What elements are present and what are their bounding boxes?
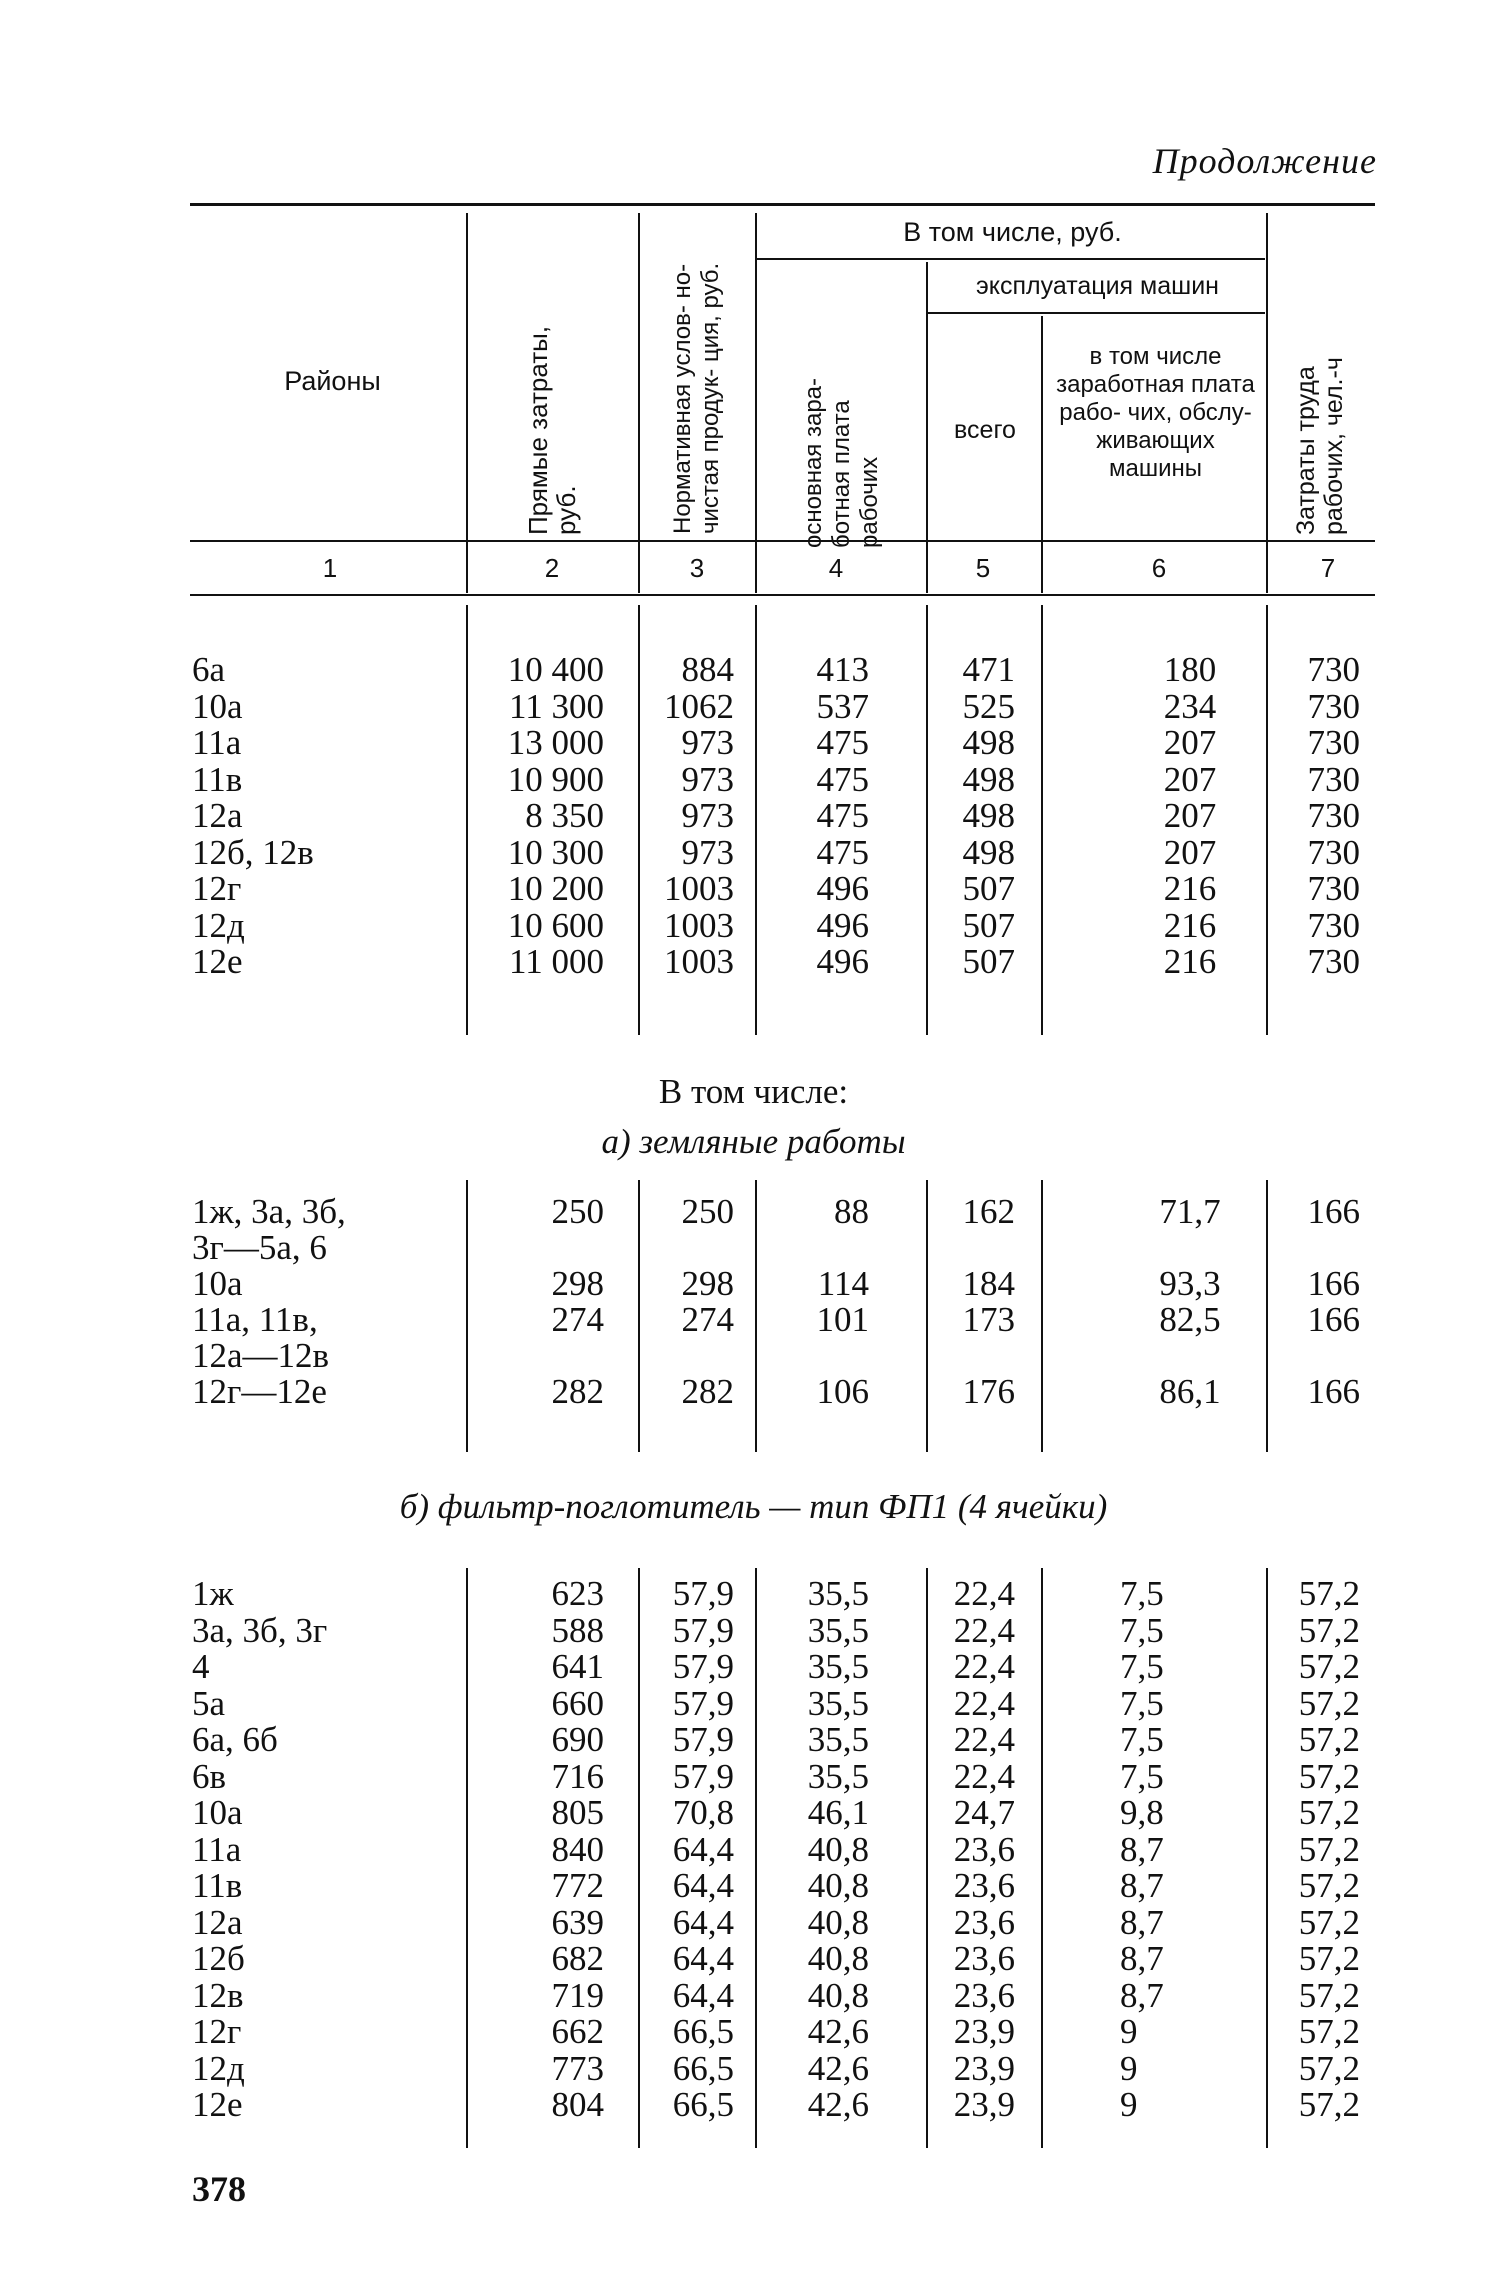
row-region: 3а, 3б, 3г <box>192 1610 328 1650</box>
row-machines-wage: 216 <box>1163 905 1217 945</box>
row-base-wage: 46,1 <box>807 1793 869 1832</box>
incl-title: В том числе: <box>658 1072 849 1111</box>
row-direct-costs: 840 <box>551 1829 604 1869</box>
row-machines-wage: 7,5 <box>1120 1720 1164 1759</box>
row-machines-wage: 7,5 <box>1120 1574 1164 1613</box>
header-vline-5 <box>1041 316 1043 593</box>
row-labor: 730 <box>1307 650 1360 689</box>
row-labor: 166 <box>1307 1192 1360 1231</box>
row-machines-wage: 216 <box>1163 942 1217 981</box>
row-direct-costs: 588 <box>551 1610 604 1650</box>
row-direct-costs: 773 <box>551 2048 604 2088</box>
row-machines-total: 23,6 <box>953 1939 1015 1978</box>
row-machines-wage: 9 <box>1120 2085 1138 2124</box>
row-normative: 1003 <box>664 905 734 945</box>
row-machines-wage: 9,8 <box>1120 1793 1164 1832</box>
row-machines-wage: 82,5 <box>1159 1300 1221 1339</box>
table-row <box>0 798 1507 834</box>
table-row <box>0 1756 1507 1796</box>
row-direct-costs: 10 600 <box>507 905 604 945</box>
row-machines-wage: 86,1 <box>1159 1372 1221 1411</box>
row-labor: 730 <box>1307 942 1360 981</box>
header-labor-text: Затраты труда рабочих, чел.-ч <box>1292 357 1348 535</box>
numbers-bottom-rule <box>190 594 1375 596</box>
row-machines-wage: 7,5 <box>1120 1647 1164 1686</box>
row-machines-wage: 7,5 <box>1120 1756 1164 1796</box>
header-normative <box>669 234 725 534</box>
header-direct-costs <box>524 235 580 535</box>
row-region: 6а, 6б <box>192 1720 278 1759</box>
row-region: 12в <box>192 1975 244 2015</box>
row-region: 10а <box>192 1264 243 1303</box>
table-row <box>0 2087 1507 2123</box>
row-machines-wage: 207 <box>1163 759 1217 799</box>
table-row <box>0 1610 1507 1650</box>
row-base-wage: 537 <box>816 686 869 726</box>
row-normative: 274 <box>681 1300 734 1339</box>
row-machines-wage: 7,5 <box>1120 1683 1164 1723</box>
table-row <box>0 1868 1507 1904</box>
row-direct-costs: 682 <box>551 1939 604 1978</box>
header-vline-2 <box>638 213 640 593</box>
row-base-wage: 35,5 <box>807 1756 869 1796</box>
table-row <box>0 1266 1507 1302</box>
row-machines-wage: 8,7 <box>1120 1829 1164 1869</box>
row-labor: 57,2 <box>1298 1756 1360 1796</box>
row-labor: 57,2 <box>1298 1574 1360 1613</box>
table-row <box>0 2048 1507 2088</box>
row-base-wage: 496 <box>816 905 869 945</box>
table-row <box>0 1829 1507 1869</box>
row-direct-costs: 10 200 <box>507 869 604 908</box>
top-rule <box>190 203 1375 206</box>
table-row <box>0 944 1507 980</box>
header-normative-text: Нормативная услов- но-чистая продук- ция, руб. <box>669 262 724 534</box>
table-row <box>0 871 1507 907</box>
row-region: 11а, 11в, <box>192 1300 318 1339</box>
row-region: 12д <box>192 905 245 945</box>
row-base-wage: 35,5 <box>807 1610 869 1650</box>
row-labor: 57,2 <box>1298 1720 1360 1759</box>
table-row <box>0 1230 1507 1266</box>
row-direct-costs: 282 <box>551 1372 604 1411</box>
row-direct-costs: 805 <box>551 1793 604 1832</box>
col-number-1: 1 <box>322 553 338 583</box>
header-base-wage <box>800 288 884 548</box>
row-direct-costs: 250 <box>551 1192 604 1231</box>
row-base-wage: 475 <box>816 796 869 835</box>
continuation-label: Продолжение <box>1152 141 1377 181</box>
row-normative: 250 <box>681 1192 734 1231</box>
row-direct-costs: 11 000 <box>509 942 604 981</box>
row-region: 1ж <box>192 1574 234 1613</box>
row-machines-wage: 180 <box>1163 650 1217 689</box>
table-row <box>0 1722 1507 1758</box>
machines-underline <box>928 312 1265 314</box>
row-normative: 64,4 <box>672 1829 734 1869</box>
table-row <box>0 1302 1507 1338</box>
row-base-wage: 40,8 <box>807 1975 869 2015</box>
row-base-wage: 114 <box>817 1264 869 1303</box>
row-machines-wage: 216 <box>1163 869 1217 908</box>
col-number-5: 5 <box>975 553 991 583</box>
table-row <box>0 1975 1507 2015</box>
row-base-wage: 42,6 <box>807 2048 869 2088</box>
row-machines-wage: 8,7 <box>1120 1975 1164 2015</box>
row-region: 4 <box>192 1647 210 1686</box>
row-direct-costs: 662 <box>551 2012 604 2051</box>
row-region: 6в <box>192 1756 227 1796</box>
row-labor: 730 <box>1307 723 1360 762</box>
row-normative: 66,5 <box>672 2012 734 2051</box>
row-machines-total: 498 <box>962 759 1015 799</box>
row-labor: 57,2 <box>1298 2012 1360 2051</box>
row-region: 11в <box>192 759 243 799</box>
row-normative: 66,5 <box>672 2085 734 2124</box>
row-machines-total: 22,4 <box>953 1683 1015 1723</box>
row-region: 10а <box>192 686 243 726</box>
row-normative: 973 <box>681 759 734 799</box>
row-normative: 64,4 <box>672 1866 734 1905</box>
header-vline-6 <box>1266 213 1268 593</box>
header-incl: В том числе, руб. <box>903 217 1122 247</box>
col-number-3: 3 <box>689 553 705 583</box>
row-base-wage: 35,5 <box>807 1720 869 1759</box>
header-regions: Районы <box>284 366 381 396</box>
table-row <box>0 1338 1507 1374</box>
row-machines-total: 525 <box>962 686 1015 726</box>
row-normative: 282 <box>681 1372 734 1411</box>
row-labor: 166 <box>1307 1264 1360 1303</box>
row-normative: 70,8 <box>672 1793 734 1832</box>
row-normative: 973 <box>681 796 734 835</box>
row-labor: 730 <box>1307 686 1360 726</box>
row-labor: 57,2 <box>1298 1975 1360 2015</box>
row-labor: 166 <box>1307 1372 1360 1411</box>
row-base-wage: 40,8 <box>807 1939 869 1978</box>
table-row <box>0 2014 1507 2050</box>
col-number-7: 7 <box>1320 553 1336 583</box>
row-direct-costs: 772 <box>551 1866 604 1905</box>
row-region: 11в <box>192 1866 243 1905</box>
row-machines-total: 23,9 <box>953 2048 1015 2088</box>
row-machines-wage: 207 <box>1163 796 1217 835</box>
row-normative: 973 <box>681 723 734 762</box>
col-number-4: 4 <box>828 553 844 583</box>
row-machines-total: 23,6 <box>953 1975 1015 2015</box>
row-machines-wage: 93,3 <box>1159 1264 1221 1303</box>
row-region: 12а <box>192 796 243 835</box>
col-number-6: 6 <box>1151 553 1167 583</box>
row-machines-total: 507 <box>962 869 1015 908</box>
row-direct-costs: 13 000 <box>507 723 604 762</box>
row-region: 11а <box>192 723 242 762</box>
row-machines-wage: 9 <box>1120 2012 1138 2051</box>
row-machines-total: 176 <box>962 1372 1015 1411</box>
row-base-wage: 40,8 <box>807 1829 869 1869</box>
row-labor: 166 <box>1307 1300 1360 1339</box>
row-machines-wage: 207 <box>1163 723 1217 762</box>
table-row <box>0 686 1507 726</box>
header-base-wage-text: основная зара- ботная плата рабочих <box>800 377 883 548</box>
row-labor: 730 <box>1307 832 1360 872</box>
row-machines-total: 173 <box>962 1300 1015 1339</box>
header-direct-costs-text: Прямые затраты, руб. <box>523 325 581 535</box>
row-machines-wage: 234 <box>1163 686 1217 726</box>
row-direct-costs: 719 <box>551 1975 604 2015</box>
row-machines-total: 498 <box>962 832 1015 872</box>
header-machines: эксплуатация машин <box>976 272 1219 300</box>
row-machines-total: 22,4 <box>953 1756 1015 1796</box>
incl-underline <box>757 258 1265 260</box>
row-region: 11а <box>192 1829 242 1869</box>
row-direct-costs: 690 <box>551 1720 604 1759</box>
row-machines-wage: 71,7 <box>1159 1192 1221 1231</box>
row-normative: 973 <box>681 832 734 872</box>
header-bottom-rule <box>190 540 1375 542</box>
row-machines-wage: 9 <box>1120 2048 1138 2088</box>
row-direct-costs: 623 <box>551 1574 604 1613</box>
row-machines-total: 23,6 <box>953 1866 1015 1905</box>
row-machines-total: 162 <box>962 1192 1015 1231</box>
row-machines-wage: 207 <box>1163 832 1217 872</box>
row-machines-total: 23,6 <box>953 1902 1015 1942</box>
table-row <box>0 1194 1507 1230</box>
row-labor: 57,2 <box>1298 1610 1360 1650</box>
header-vline-1 <box>466 213 468 593</box>
row-direct-costs: 10 900 <box>507 759 604 799</box>
row-machines-total: 23,9 <box>953 2012 1015 2051</box>
row-labor: 57,2 <box>1298 1939 1360 1978</box>
row-normative: 57,9 <box>672 1610 734 1650</box>
row-normative: 64,4 <box>672 1902 734 1942</box>
row-base-wage: 496 <box>816 942 869 981</box>
row-normative: 57,9 <box>672 1756 734 1796</box>
row-labor: 730 <box>1307 759 1360 799</box>
row-direct-costs: 804 <box>551 2085 604 2124</box>
section-a-title: а) земляные работы <box>601 1122 906 1161</box>
row-normative: 66,5 <box>672 2048 734 2088</box>
row-base-wage: 413 <box>816 650 869 689</box>
table-row <box>0 1683 1507 1723</box>
row-machines-total: 184 <box>962 1264 1015 1303</box>
header-labor <box>1292 285 1348 535</box>
table-row <box>0 1576 1507 1612</box>
row-normative: 884 <box>681 650 734 689</box>
header-vline-3 <box>755 213 757 593</box>
row-region: 5а <box>192 1683 226 1723</box>
row-machines-total: 22,4 <box>953 1720 1015 1759</box>
table-row <box>0 1902 1507 1942</box>
col-number-2: 2 <box>544 553 560 583</box>
row-base-wage: 496 <box>816 869 869 908</box>
table-row <box>0 725 1507 761</box>
row-labor: 57,2 <box>1298 2048 1360 2088</box>
row-region: 10а <box>192 1793 243 1832</box>
row-region: 12д <box>192 2048 245 2088</box>
row-region: 12е <box>192 2085 243 2124</box>
row-normative: 1062 <box>664 686 734 726</box>
row-labor: 730 <box>1307 869 1360 908</box>
row-normative: 57,9 <box>672 1683 734 1723</box>
page-number: 378 <box>192 2169 246 2209</box>
row-machines-total: 23,6 <box>953 1829 1015 1869</box>
header-total: всего <box>954 416 1016 444</box>
row-machines-total: 22,4 <box>953 1647 1015 1686</box>
row-region: 12е <box>192 942 243 981</box>
table-row <box>0 1941 1507 1977</box>
row-normative: 57,9 <box>672 1574 734 1613</box>
row-direct-costs: 10 400 <box>507 650 604 689</box>
table-row <box>0 832 1507 872</box>
row-base-wage: 35,5 <box>807 1574 869 1613</box>
table-row <box>0 652 1507 688</box>
row-machines-wage: 7,5 <box>1120 1610 1164 1650</box>
row-direct-costs: 639 <box>551 1902 604 1942</box>
table-row <box>0 1649 1507 1685</box>
row-labor: 57,2 <box>1298 1866 1360 1905</box>
header-incl-wage: в том числе заработная плата рабо- чих, обслу- живающих машины <box>1056 343 1255 482</box>
header-vline-4 <box>926 262 928 593</box>
row-machines-total: 471 <box>962 650 1015 689</box>
row-machines-total: 507 <box>962 905 1015 945</box>
row-base-wage: 40,8 <box>807 1902 869 1942</box>
row-normative: 64,4 <box>672 1975 734 2015</box>
row-region: 12г—12е <box>192 1372 327 1411</box>
section-b-title: б) фильтр-поглотитель — тип ФП1 (4 ячейки) <box>399 1487 1108 1526</box>
table-row <box>0 1374 1507 1410</box>
row-base-wage: 40,8 <box>807 1866 869 1905</box>
row-machines-total: 507 <box>962 942 1015 981</box>
row-normative: 64,4 <box>672 1939 734 1978</box>
row-machines-total: 498 <box>962 723 1015 762</box>
table-row <box>0 905 1507 945</box>
row-base-wage: 35,5 <box>807 1683 869 1723</box>
row-direct-costs: 274 <box>551 1300 604 1339</box>
table-row <box>0 1795 1507 1831</box>
row-machines-total: 22,4 <box>953 1610 1015 1650</box>
row-region: 12а—12в <box>192 1336 330 1375</box>
row-region: 12б, 12в <box>192 832 314 872</box>
row-normative: 57,9 <box>672 1720 734 1759</box>
row-direct-costs: 716 <box>551 1756 604 1796</box>
table-row <box>0 759 1507 799</box>
row-base-wage: 35,5 <box>807 1647 869 1686</box>
row-region: 12г <box>192 2012 242 2051</box>
row-labor: 57,2 <box>1298 2085 1360 2124</box>
row-region: 12г <box>192 869 242 908</box>
row-normative: 1003 <box>664 942 734 981</box>
row-machines-total: 22,4 <box>953 1574 1015 1613</box>
row-machines-total: 23,9 <box>953 2085 1015 2124</box>
row-base-wage: 475 <box>816 832 869 872</box>
row-machines-total: 24,7 <box>953 1793 1015 1832</box>
row-labor: 57,2 <box>1298 1829 1360 1869</box>
row-normative: 57,9 <box>672 1647 734 1686</box>
row-labor: 57,2 <box>1298 1683 1360 1723</box>
row-direct-costs: 10 300 <box>507 832 604 872</box>
row-machines-wage: 8,7 <box>1120 1902 1164 1942</box>
row-labor: 730 <box>1307 796 1360 835</box>
row-region: 3г—5а, 6 <box>192 1228 327 1267</box>
row-normative: 298 <box>681 1264 734 1303</box>
row-machines-wage: 8,7 <box>1120 1939 1164 1978</box>
row-labor: 730 <box>1307 905 1360 945</box>
row-base-wage: 475 <box>816 759 869 799</box>
row-labor: 57,2 <box>1298 1647 1360 1686</box>
row-machines-total: 498 <box>962 796 1015 835</box>
row-region: 12б <box>192 1939 245 1978</box>
row-base-wage: 101 <box>816 1300 869 1339</box>
row-base-wage: 88 <box>834 1192 869 1231</box>
row-direct-costs: 11 300 <box>509 686 604 726</box>
row-normative: 1003 <box>664 869 734 908</box>
row-region: 12а <box>192 1902 243 1942</box>
row-region: 6а <box>192 650 226 689</box>
row-base-wage: 475 <box>816 723 869 762</box>
row-direct-costs: 8 350 <box>525 796 604 835</box>
row-direct-costs: 660 <box>551 1683 604 1723</box>
row-machines-wage: 8,7 <box>1120 1866 1164 1905</box>
row-region: 1ж, 3а, 3б, <box>192 1192 346 1231</box>
row-base-wage: 42,6 <box>807 2012 869 2051</box>
row-labor: 57,2 <box>1298 1793 1360 1832</box>
row-direct-costs: 298 <box>551 1264 604 1303</box>
row-direct-costs: 641 <box>551 1647 604 1686</box>
row-base-wage: 42,6 <box>807 2085 869 2124</box>
row-labor: 57,2 <box>1298 1902 1360 1942</box>
row-base-wage: 106 <box>816 1372 869 1411</box>
